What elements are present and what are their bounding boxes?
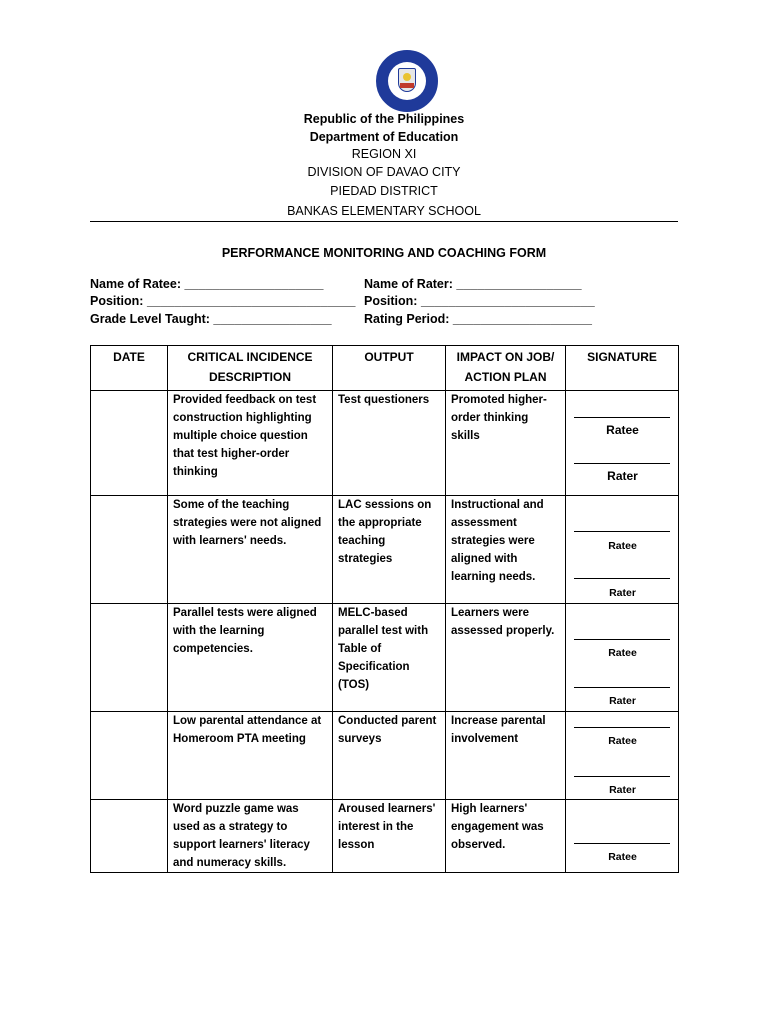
rater-label: Rater bbox=[609, 695, 636, 707]
date-cell[interactable] bbox=[91, 496, 168, 604]
rater-label: Rater bbox=[609, 784, 636, 796]
ratee-label: Ratee bbox=[608, 851, 637, 863]
ratee-name-field: Name of Ratee: ____________________ bbox=[90, 277, 324, 291]
description-cell: Word puzzle game was used as a strategy to support learners' literacy and numeracy skills. bbox=[168, 800, 333, 873]
rater-position-field: Position: _________________________ bbox=[364, 294, 595, 308]
description-cell: Low parental attendance at Homeroom PTA meeting bbox=[168, 712, 333, 800]
ratee-signature-line[interactable] bbox=[574, 843, 670, 844]
impact-cell: Learners were assessed properly. bbox=[446, 604, 566, 712]
impact-cell: High learners' engagement was observed. bbox=[446, 800, 566, 873]
rater-signature-line[interactable] bbox=[574, 687, 670, 688]
header-date: DATE bbox=[91, 346, 168, 391]
header-department: Department of Education bbox=[309, 130, 459, 144]
output-cell: MELC-based parallel test with Table of Specification (TOS) bbox=[333, 604, 446, 712]
header-impact: IMPACT ON JOB/ ACTION PLAN bbox=[446, 346, 566, 391]
seal-sun bbox=[403, 73, 411, 81]
date-cell[interactable] bbox=[91, 604, 168, 712]
table-row bbox=[91, 604, 679, 712]
ratee-signature-line[interactable] bbox=[574, 417, 670, 418]
rating-period-field: Rating Period: ____________________ bbox=[364, 312, 592, 326]
header-school: BANKAS ELEMENTARY SCHOOL bbox=[287, 204, 481, 218]
impact-cell: Promoted higher-order thinking skills bbox=[446, 391, 566, 496]
signature-cell bbox=[566, 496, 679, 604]
ratee-label: Ratee bbox=[608, 540, 637, 552]
table-header-row bbox=[91, 346, 679, 391]
coaching-table bbox=[90, 345, 679, 873]
impact-cell: Increase parental involvement bbox=[446, 712, 566, 800]
output-cell: Aroused learners' interest in the lesson bbox=[333, 800, 446, 873]
ratee-signature-line[interactable] bbox=[574, 531, 670, 532]
seal-book bbox=[400, 83, 414, 88]
ratee-label: Ratee bbox=[606, 423, 639, 437]
rater-label: Rater bbox=[607, 469, 638, 483]
header-division: DIVISION OF DAVAO CITY bbox=[307, 165, 461, 179]
header-output: OUTPUT bbox=[333, 346, 446, 391]
ratee-label: Ratee bbox=[608, 647, 637, 659]
header-signature: SIGNATURE bbox=[566, 346, 679, 391]
date-cell[interactable] bbox=[91, 800, 168, 873]
date-cell[interactable] bbox=[91, 712, 168, 800]
impact-cell: Instructional and assessment strategies were aligned with learning needs. bbox=[446, 496, 566, 604]
signature-cell bbox=[566, 712, 679, 800]
output-cell: Conducted parent surveys bbox=[333, 712, 446, 800]
description-cell: Provided feedback on test construction highlighting multiple choice question that test higher-order thinking bbox=[168, 391, 333, 496]
rater-signature-line[interactable] bbox=[574, 776, 670, 777]
header-divider bbox=[90, 221, 678, 222]
output-cell: LAC sessions on the appropriate teaching strategies bbox=[333, 496, 446, 604]
header-critical-incidence: CRITICAL INCIDENCE DESCRIPTION bbox=[168, 346, 333, 391]
description-cell: Parallel tests were aligned with the learning competencies. bbox=[168, 604, 333, 712]
signature-cell bbox=[566, 604, 679, 712]
form-title: PERFORMANCE MONITORING AND COACHING FORM bbox=[221, 246, 547, 260]
date-cell[interactable] bbox=[91, 391, 168, 496]
table-row bbox=[91, 391, 679, 496]
rater-name-field: Name of Rater: __________________ bbox=[364, 277, 582, 291]
header-district: PIEDAD DISTRICT bbox=[330, 184, 438, 198]
grade-level-field: Grade Level Taught: _________________ bbox=[90, 312, 332, 326]
ratee-position-field: Position: ______________________________ bbox=[90, 294, 356, 308]
rater-signature-line[interactable] bbox=[574, 463, 670, 464]
description-cell: Some of the teaching strategies were not aligned with learners' needs. bbox=[168, 496, 333, 604]
ratee-signature-line[interactable] bbox=[574, 727, 670, 728]
signature-cell bbox=[566, 391, 679, 496]
header-region: REGION XI bbox=[351, 147, 417, 161]
ratee-label: Ratee bbox=[608, 735, 637, 747]
header-country: Republic of the Philippines bbox=[303, 112, 465, 126]
ratee-signature-line[interactable] bbox=[574, 639, 670, 640]
output-cell: Test questioners bbox=[333, 391, 446, 496]
rater-label: Rater bbox=[609, 587, 636, 599]
table-row bbox=[91, 712, 679, 800]
table-row bbox=[91, 800, 679, 873]
rater-signature-line[interactable] bbox=[574, 578, 670, 579]
table-row bbox=[91, 496, 679, 604]
deped-seal-icon bbox=[376, 50, 438, 112]
signature-cell bbox=[566, 800, 679, 873]
